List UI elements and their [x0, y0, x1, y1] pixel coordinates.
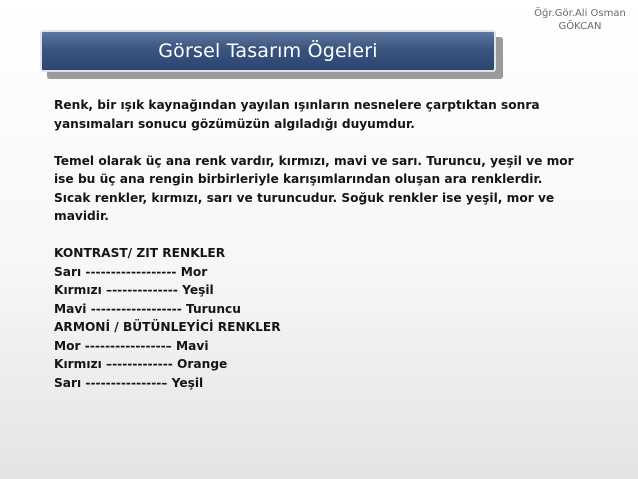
contrast-pair: Sarı ------------------ Mor — [54, 264, 208, 279]
spacer — [54, 226, 594, 245]
harmony-pair: Kırmızı –------------ Orange — [54, 357, 228, 371]
body-line: mavidir. — [54, 209, 109, 223]
author-credit — [530, 7, 630, 33]
harmony-heading: ARMONİ / BÜTÜNLEYİCİ RENKLER — [54, 320, 281, 334]
contrast-pair: Kırmızı –------------- Yeşil — [54, 283, 214, 297]
body-line: Sıcak renkler, kırmızı, sarı ve turuncudur. Soğuk renkler ise yeşil, mor ve — [54, 190, 555, 205]
harmony-pair: Sarı ---------------– Yeşil — [54, 375, 204, 390]
body-line: Renk, bir ışık kaynağından yayılan ışınların nesnelere çarptıktan sonra — [54, 98, 540, 112]
contrast-pair: Mavi ------------------ Turuncu — [54, 301, 241, 316]
contrast-heading: KONTRAST/ ZIT RENKLER — [54, 246, 226, 260]
title-banner — [40, 30, 496, 72]
slide-title: Görsel Tasarım Ögeleri — [158, 40, 378, 62]
spacer — [54, 133, 594, 152]
body-line: ise bu üç ana rengin birbirleriyle karışımlarından oluşan ara renklerdir. — [54, 172, 543, 186]
body-line: Temel olarak üç ana renk vardır, kırmızı, mavi ve sarı. Turuncu, yeşil ve mor — [54, 153, 574, 168]
body-line: yansımaları sonucu gözümüzün algıladığı duyumdur. — [54, 116, 415, 131]
slide-body — [54, 96, 594, 392]
harmony-pair: Mor ----------------– Mavi — [54, 338, 209, 353]
author-surname: GÖKCAN — [558, 21, 602, 32]
author-name: Öğr.Gör.Ali Osman — [534, 8, 626, 19]
